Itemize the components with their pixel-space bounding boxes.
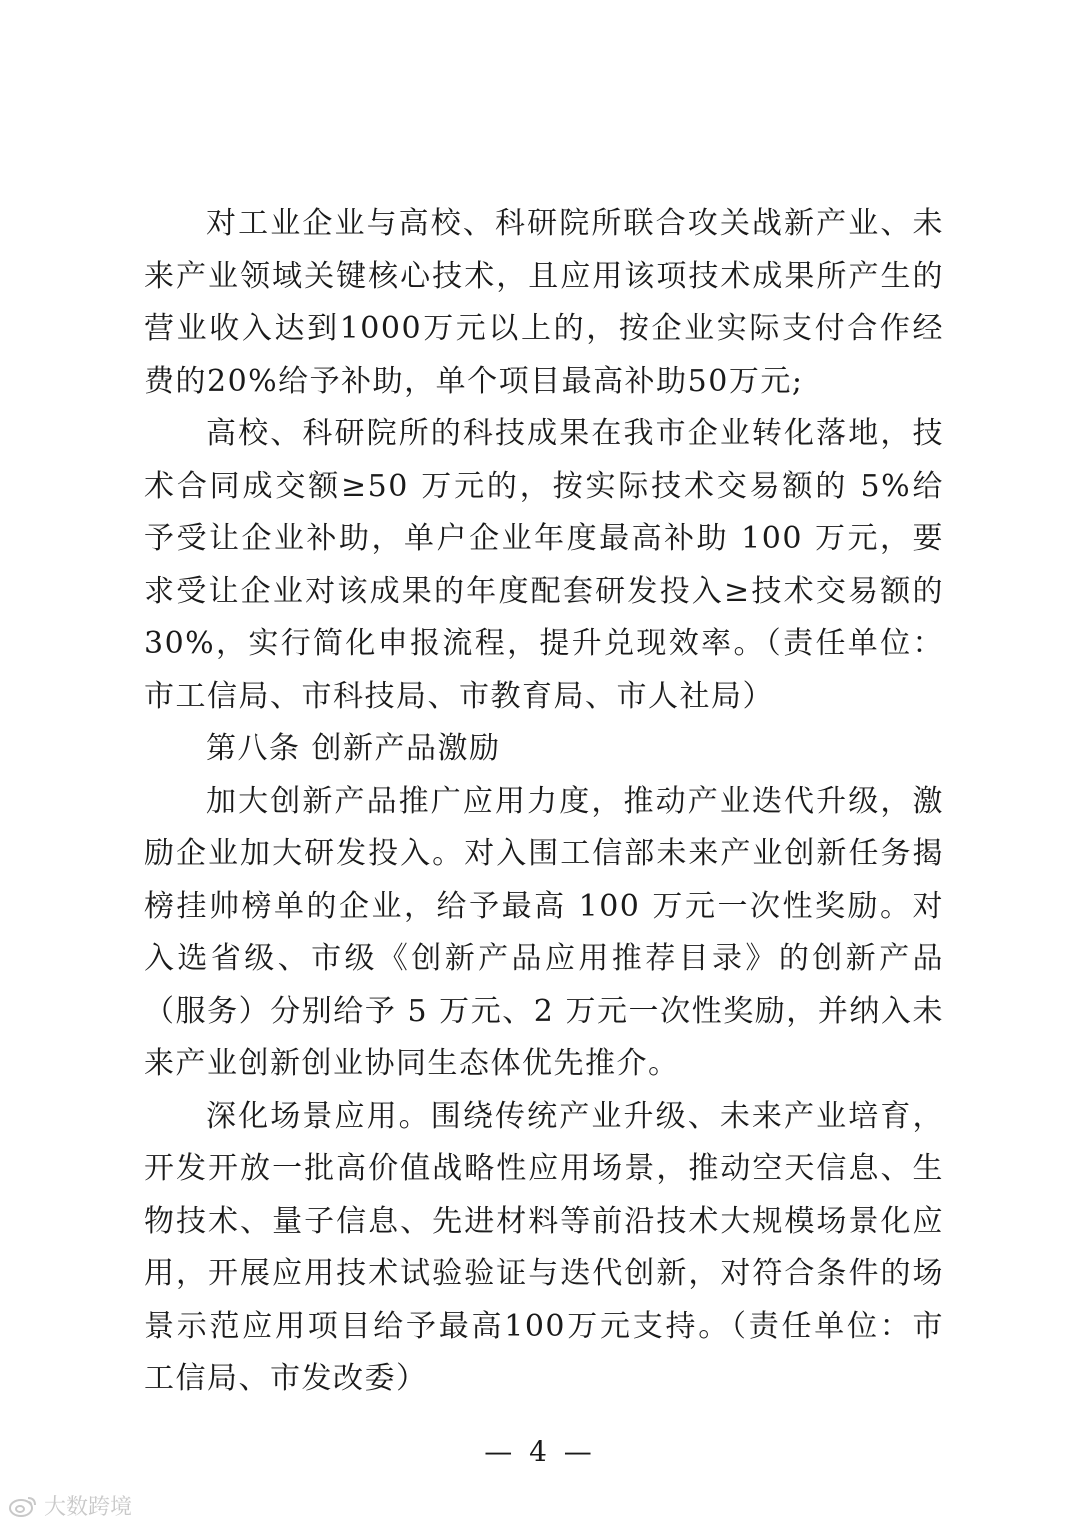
weibo-logo-icon — [8, 1494, 38, 1518]
section-heading: 第八条 创新产品激励 — [206, 731, 501, 766]
paragraph-4: 深化场景应用。围绕传统产业升级、未来产业培育，开发开放一批高价值战略性应用场景，推动空天信息、生物技术、量子信息、先进材料等前沿技术大规模场景化应用，开展应用技术试验验证与迭代创新，对符合条件的场景示范应用项目给予最高100万元支持。（责任单位：市工信局、市发改委） — [144, 1098, 944, 1396]
paragraph-2: 高校、科研院所的科技成果在我市企业转化落地，技术合同成交额≥50 万元的，按实际技术交易额的 5%给予受让企业补助，单户企业年度最高补助 100 万元，要求受让企业对该成果的年度配套研发投入≥技术交易额的 30%，实行简化申报流程，提升兑现效率。（责任单位：市工信局、市科技局、市教育局、市人社局） — [144, 416, 944, 714]
document-body — [144, 198, 944, 1406]
watermark-text: 大数跨境 — [44, 1495, 133, 1520]
watermark — [8, 1490, 132, 1521]
page-number: — 4 — — [484, 1435, 596, 1468]
paragraph-3: 加大创新产品推广应用力度，推动产业迭代升级，激励企业加大研发投入。对入围工信部未来产业创新任务揭榜挂帅榜单的企业，给予最高 100 万元一次性奖励。对入选省级、市级《创新产品应用推荐目录》的创新产品（服务）分别给予 5 万元、2 万元一次性奖励，并纳入未来产业创新创业协同生态体优先推介。 — [144, 783, 944, 1081]
paragraph-1: 对工业企业与高校、科研院所联合攻关战新产业、未来产业领域关键核心技术，且应用该项技术成果所产生的营业收入达到1000万元以上的，按企业实际支付合作经费的20%给予补助，单个项目最高补助50万元; — [144, 206, 944, 399]
